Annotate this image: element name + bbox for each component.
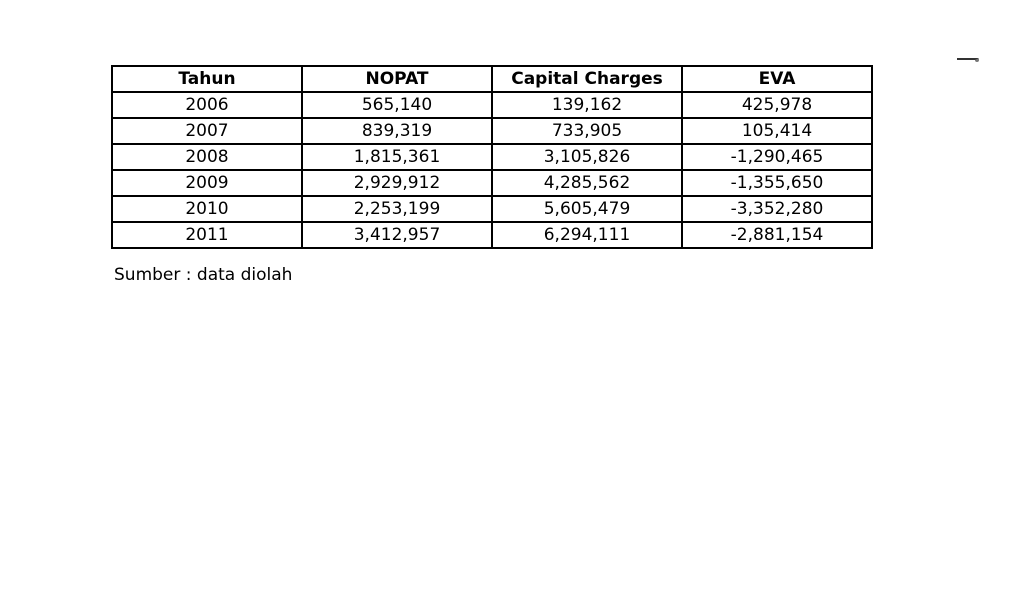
table-row — [112, 222, 872, 248]
cell-tahun: 2011 — [112, 222, 302, 248]
cell-tahun: 2006 — [112, 92, 302, 118]
cell-eva: -2,881,154 — [682, 222, 872, 248]
cell-nopat: 3,412,957 — [302, 222, 492, 248]
cell-eva: -1,355,650 — [682, 170, 872, 196]
header-eva: EVA — [682, 66, 872, 92]
header-tahun: Tahun — [112, 66, 302, 92]
header-capital-charges: Capital Charges — [492, 66, 682, 92]
corner-mark — [957, 58, 979, 61]
cell-tahun: 2008 — [112, 144, 302, 170]
cell-nopat: 1,815,361 — [302, 144, 492, 170]
cell-nopat: 2,253,199 — [302, 196, 492, 222]
source-note: Sumber : data diolah — [114, 265, 293, 285]
cell-capital-charges: 5,605,479 — [492, 196, 682, 222]
cell-capital-charges: 139,162 — [492, 92, 682, 118]
table-header-row — [112, 66, 872, 92]
table-row — [112, 118, 872, 144]
cell-eva: -1,290,465 — [682, 144, 872, 170]
table-row — [112, 170, 872, 196]
cell-capital-charges: 4,285,562 — [492, 170, 682, 196]
cell-capital-charges: 733,905 — [492, 118, 682, 144]
cell-capital-charges: 3,105,826 — [492, 144, 682, 170]
cell-tahun: 2007 — [112, 118, 302, 144]
cell-capital-charges: 6,294,111 — [492, 222, 682, 248]
cell-eva: -3,352,280 — [682, 196, 872, 222]
cell-eva: 105,414 — [682, 118, 872, 144]
cell-nopat: 565,140 — [302, 92, 492, 118]
cell-tahun: 2009 — [112, 170, 302, 196]
table-row — [112, 92, 872, 118]
eva-table — [111, 65, 873, 249]
cell-tahun: 2010 — [112, 196, 302, 222]
cell-nopat: 2,929,912 — [302, 170, 492, 196]
table-row — [112, 196, 872, 222]
cell-nopat: 839,319 — [302, 118, 492, 144]
header-nopat: NOPAT — [302, 66, 492, 92]
cell-eva: 425,978 — [682, 92, 872, 118]
table-row — [112, 144, 872, 170]
